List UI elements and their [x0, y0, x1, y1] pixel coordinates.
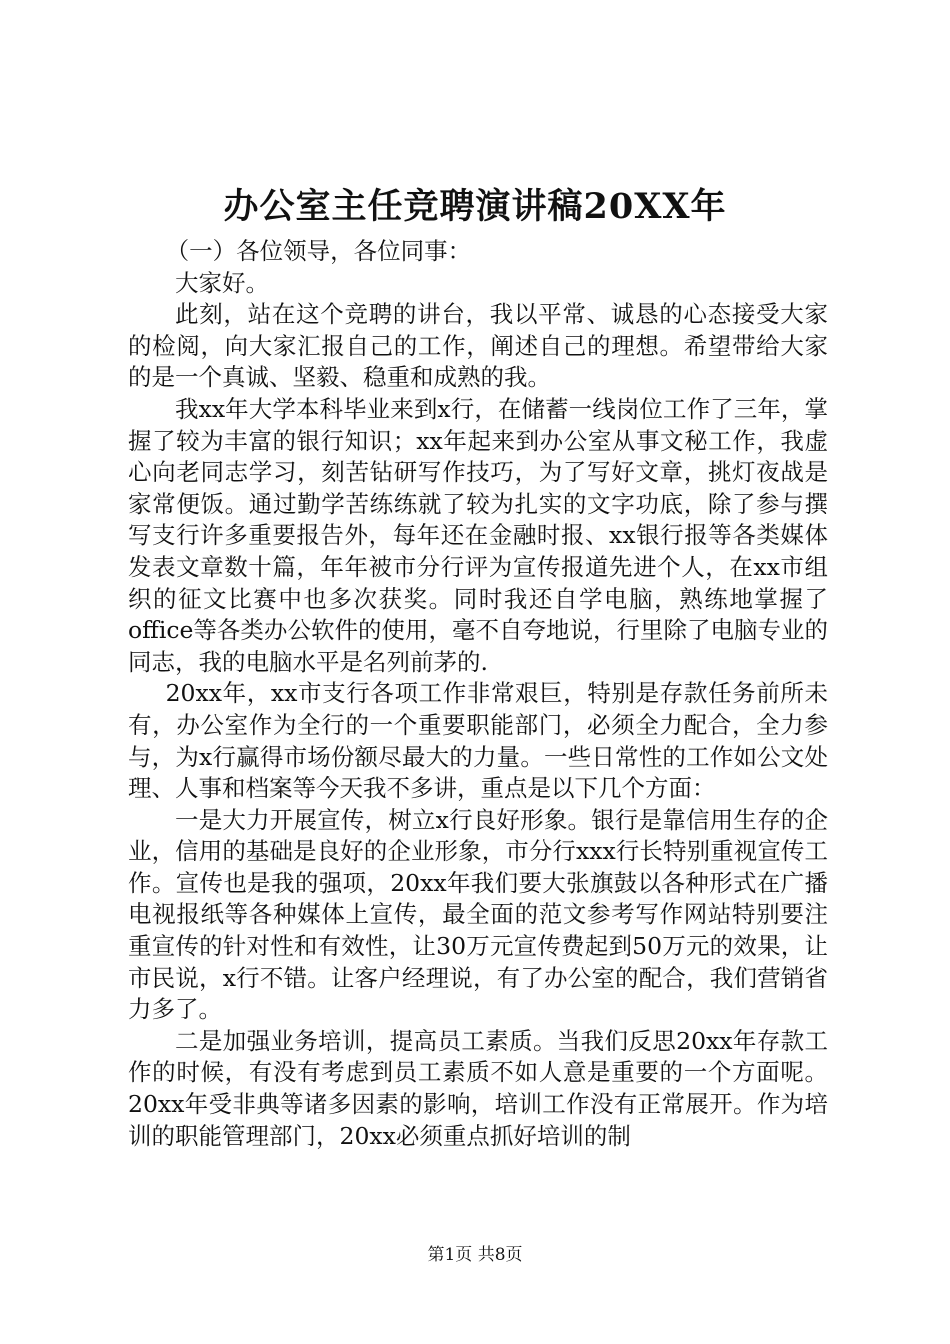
- paragraph-salutation: （一）各位领导，各位同事：: [165, 237, 472, 265]
- paragraph-intro: 此刻，站在这个竞聘的讲台，我以平常、诚恳的心态接受大家的检阅，向大家汇报自己的工作，阐述自己的理想。希望带给大家的是一个真诚、坚毅、稳重和成熟的我。: [128, 300, 828, 392]
- paragraph-tasks: 20xx年，xx市支行各项工作非常艰巨，特别是存款任务前所未有，办公室作为全行的一个重要职能部门，必须全力配合，全力参与，为x行赢得市场份额尽最大的力量。一些日常性的工作如公文处理、人事和档案等今天我不多讲，重点是以下几个方面：: [128, 679, 828, 803]
- page-number-footer: 第1页 共8页: [427, 1245, 523, 1265]
- paragraph-greeting: 大家好。: [175, 268, 269, 297]
- paragraph-point-two: 二是加强业务培训，提高员工素质。当我们反思20xx年存款工作的时候，有没有考虑到员工素质不如人意是重要的一个方面呢。20xx年受非典等诸多因素的影响，培训工作没有正常展开。作为培训的职能管理部门，20xx必须重点抓好培训的制: [128, 1026, 828, 1150]
- paragraph-point-one: 一是大力开展宣传，树立x行良好形象。银行是靠信用生存的企业，信用的基础是良好的企业形象，市分行xxx行长特别重视宣传工作。宣传也是我的强项，20xx年我们要大张旗鼓以各种形式在广播电视报纸等各种媒体上宣传，最全面的范文参考写作网站特别要注重宣传的针对性和有效性，让30万元宣传费起到50万元的效果，让市民说，x行不错。让客户经理说，有了办公室的配合，我们营销省力多了。: [128, 805, 828, 1024]
- document-title: 办公室主任竞聘演讲稿20XX年: [223, 186, 727, 227]
- paragraph-experience: 我xx年大学本科毕业来到x行，在储蓄一线岗位工作了三年，掌握了较为丰富的银行知识；xx年起来到办公室从事文秘工作，我虚心向老同志学习，刻苦钻研写作技巧，为了写好文章，挑灯夜战是家常便饭。通过勤学苦练练就了较为扎实的文字功底，除了参与撰写支行许多重要报告外，每年还在金融时报、xx银行报等各类媒体发表文章数十篇，年年被市分行评为宣传报道先进个人，在xx市组织的征文比赛中也多次获奖。同时我还自学电脑，熟练地掌握了office等各类办公软件的使用，毫不自夸地说，行里除了电脑专业的同志，我的电脑水平是名列前茅的.: [128, 394, 828, 676]
- document-body: [128, 236, 828, 1152]
